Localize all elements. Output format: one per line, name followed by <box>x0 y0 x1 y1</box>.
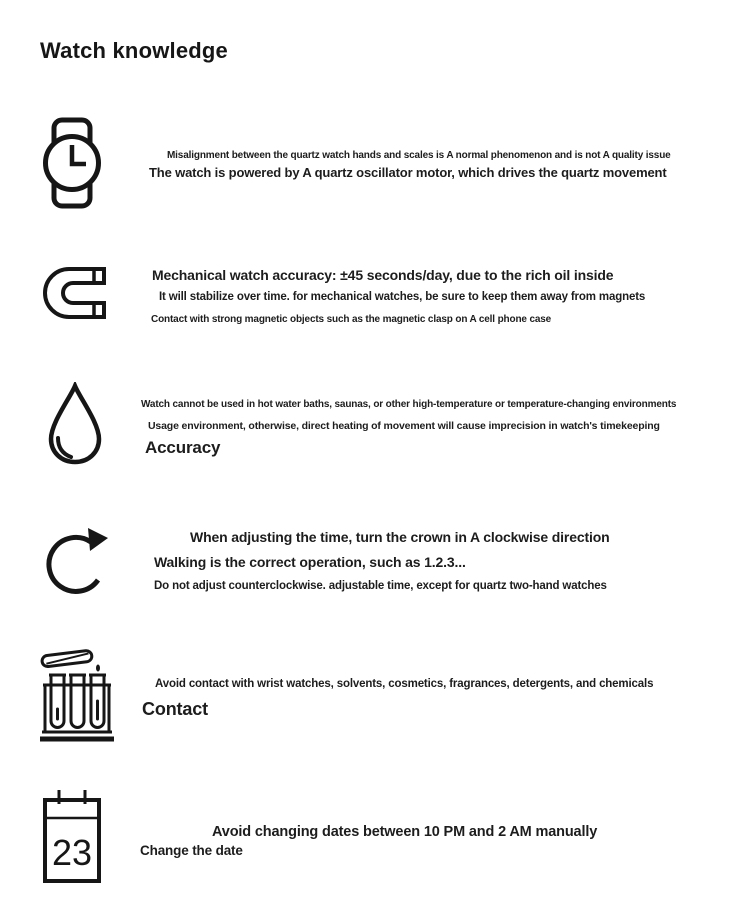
quartz-power-text: The watch is powered by A quartz oscillator motor, which drives the quartz movement <box>149 165 667 180</box>
contact-heading: Contact <box>142 699 208 719</box>
calendar-day-number: 23 <box>51 832 93 873</box>
pouring-tube <box>41 650 92 667</box>
arrowhead <box>88 528 108 551</box>
clockwise-arrow-icon <box>45 522 113 600</box>
water-warning-note: Watch cannot be used in hot water baths, saunas, or other high-temperature or temperature-changing environments <box>141 399 677 410</box>
change-the-date-text: Change the date <box>140 843 243 858</box>
avoid-chemicals-text: Avoid contact with wrist watches, solvents, cosmetics, fragrances, detergents, and chemicals <box>155 678 654 690</box>
crown-clockwise-text: When adjusting the time, turn the crown in A clockwise direction <box>190 529 610 545</box>
test-tubes-icon <box>40 645 114 747</box>
quartz-misalignment-note: Misalignment between the quartz watch hands and scales is A normal phenomenon and is not A quality issue <box>167 150 671 161</box>
water-drop-icon <box>44 382 106 466</box>
page-title: Watch knowledge <box>40 38 228 63</box>
avoid-date-change-text: Avoid changing dates between 10 PM and 2 AM manually <box>212 824 598 840</box>
usage-environment-text: Usage environment, otherwise, direct heating of movement will cause imprecision in watch's timekeeping <box>148 420 660 432</box>
magnet-icon <box>42 264 108 322</box>
magnet-accuracy-text: Mechanical watch accuracy: ±45 seconds/day, due to the rich oil inside <box>152 267 614 283</box>
counterclockwise-note: Do not adjust counterclockwise. adjustable time, except for quartz two-hand watches <box>154 580 607 592</box>
drop <box>96 665 100 672</box>
watch-icon <box>42 116 102 210</box>
magnet-stabilize-text: It will stabilize over time. for mechanical watches, be sure to keep them away from magnets <box>159 291 646 303</box>
walking-operation-text: Walking is the correct operation, such as 1.2.3... <box>154 554 466 570</box>
magnet-contact-note: Contact with strong magnetic objects such as the magnetic clasp on A cell phone case <box>151 314 552 325</box>
accuracy-heading: Accuracy <box>145 438 221 457</box>
calendar-icon <box>42 786 102 885</box>
